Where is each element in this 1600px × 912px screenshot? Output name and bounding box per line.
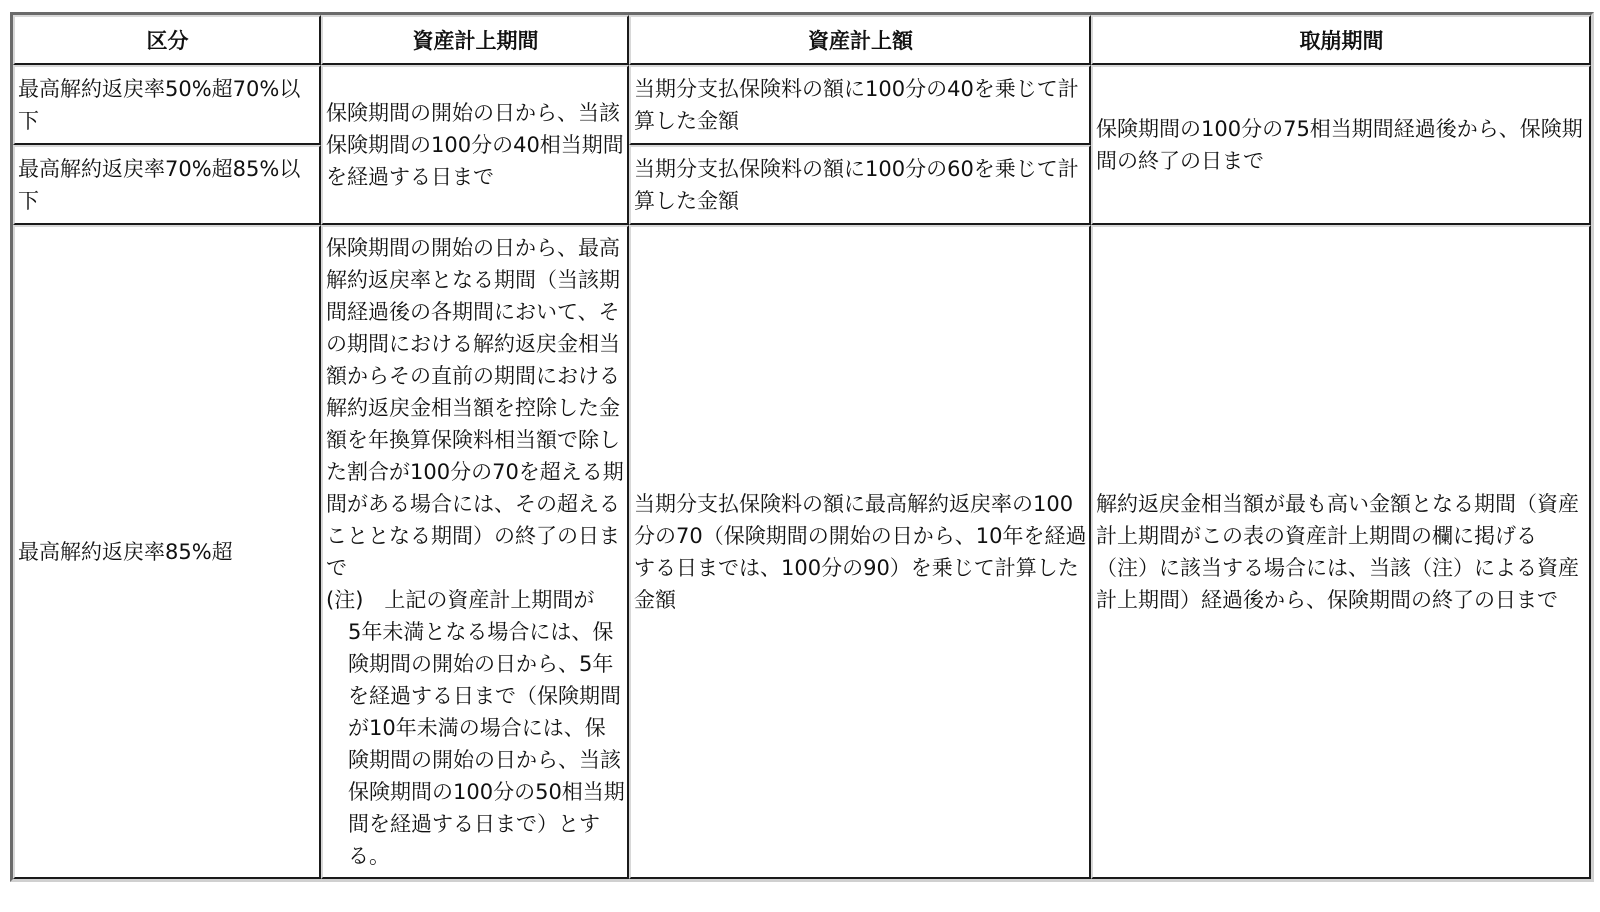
table-row [13, 65, 1591, 145]
header-reversal-period: 取崩期間 [1091, 15, 1591, 65]
header-row [13, 15, 1591, 65]
asset-amount-cell: 当期分支払保険料の額に100分の60を乗じて計算した金額 [629, 145, 1091, 225]
header-category: 区分 [13, 15, 321, 65]
table-row [13, 225, 1591, 879]
category-cell: 最高解約返戻率50%超70%以下 [13, 65, 321, 145]
category-cell: 最高解約返戻率85%超 [13, 225, 321, 879]
asset-period-cell [321, 225, 629, 879]
reversal-period-cell: 保険期間の100分の75相当期間経過後から、保険期間の終了の日まで [1091, 65, 1591, 225]
insurance-asset-table [10, 12, 1594, 882]
asset-period-note-text: 5年未満となる場合には、保険期間の開始の日から、5年を経過する日まで（保険期間が10年未満の場合には、保険期間の開始の日から、当該保険期間の100分の50相当期間を経過する日まで）とする。 [348, 620, 625, 868]
asset-period-main-text: 保険期間の開始の日から、最高解約返戻率となる期間（当該期間経過後の各期間において、その期間における解約返戻金相当額からその直前の期間における解約返戻金相当額を控除した金額を年換算保険料相当額で除した割合が100分の70を超える期間がある場合には、その超えることとなる期間）の終了の日まで [326, 236, 624, 580]
asset-amount-cell: 当期分支払保険料の額に100分の40を乗じて計算した金額 [629, 65, 1091, 145]
asset-amount-cell: 当期分支払保険料の額に最高解約返戻率の100分の70（保険期間の開始の日から、10年を経過する日までは、100分の90）を乗じて計算した金額 [629, 225, 1091, 879]
category-cell: 最高解約返戻率70%超85%以下 [13, 145, 321, 225]
table-container [10, 12, 1588, 882]
asset-period-note-label: (注) 上記の資産計上期間が [326, 588, 595, 612]
header-asset-period: 資産計上期間 [321, 15, 629, 65]
reversal-period-cell: 解約返戻金相当額が最も高い金額となる期間（資産計上期間がこの表の資産計上期間の欄に掲げる（注）に該当する場合には、当該（注）による資産計上期間）経過後から、保険期間の終了の日まで [1091, 225, 1591, 879]
asset-period-cell: 保険期間の開始の日から、当該保険期間の100分の40相当期間を経過する日まで [321, 65, 629, 225]
header-asset-amount: 資産計上額 [629, 15, 1091, 65]
